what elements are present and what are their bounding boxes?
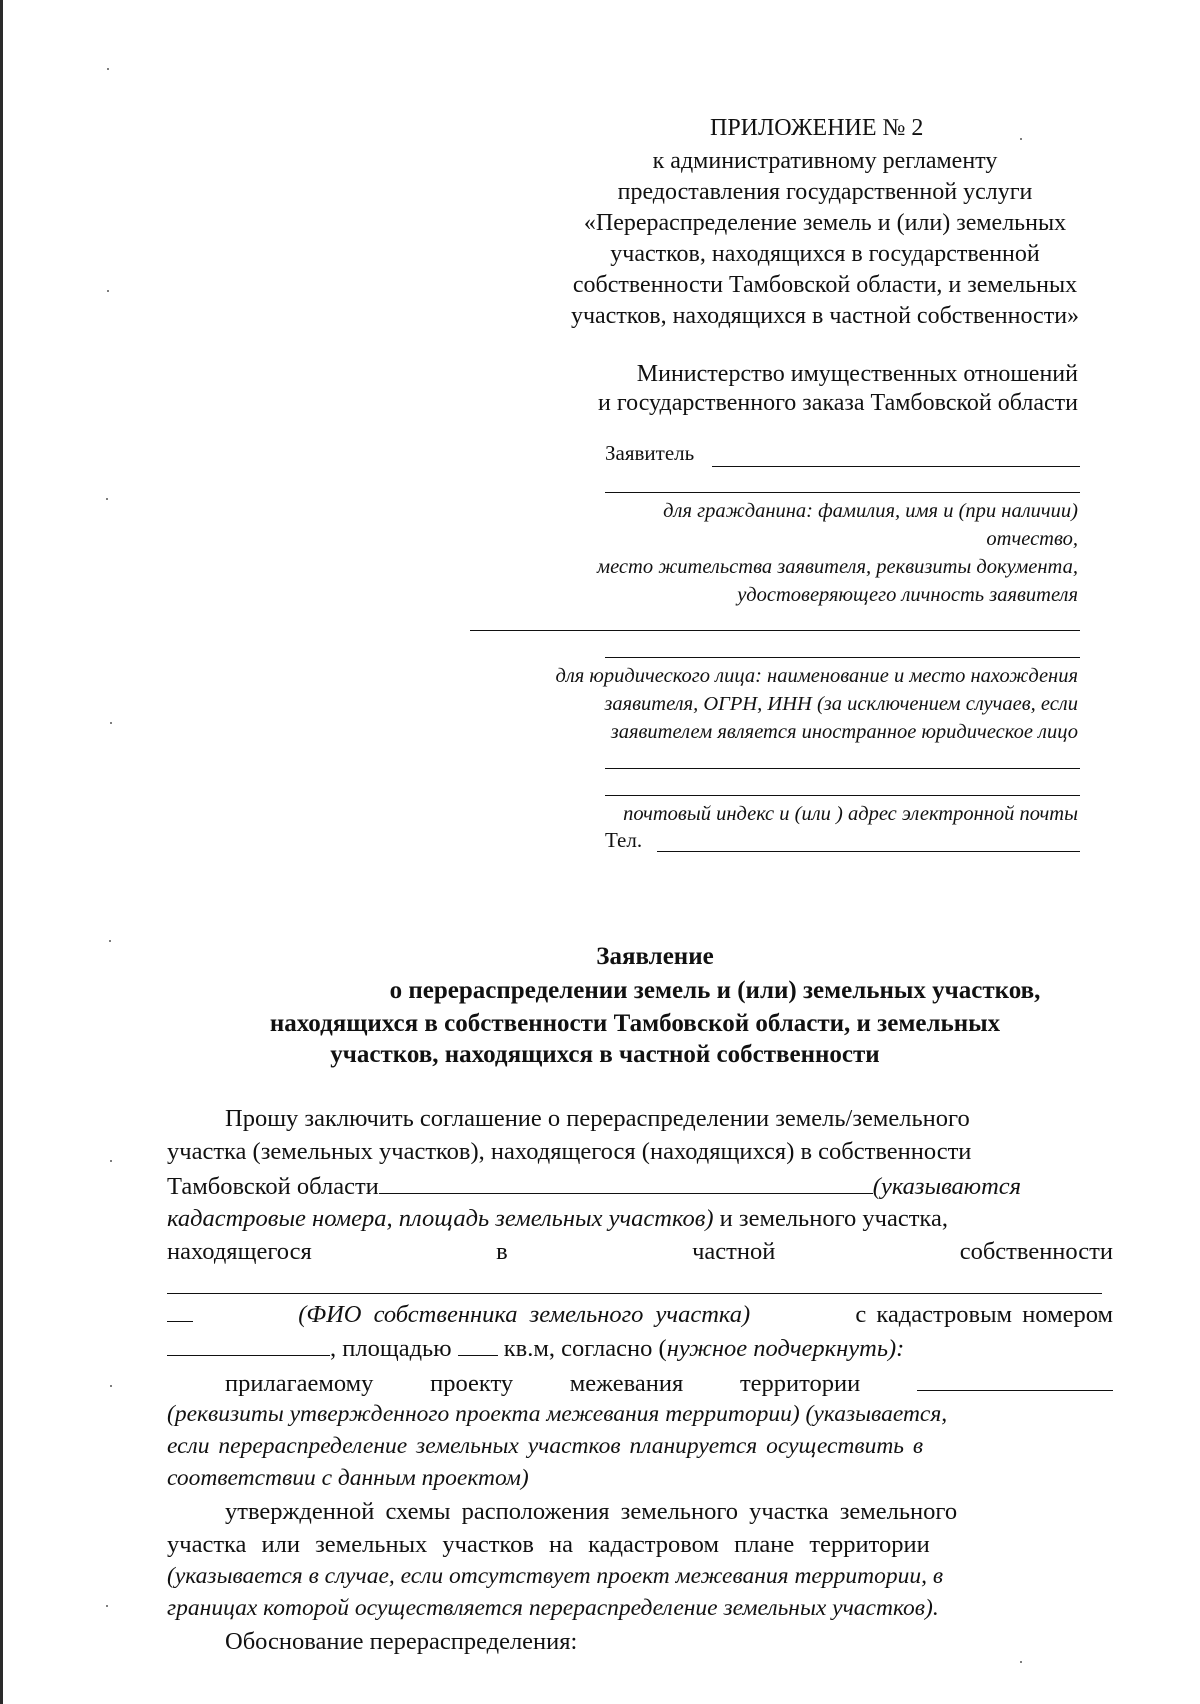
applicant-field-line[interactable] [712,466,1080,467]
contact-hint: почтовый индекс и (или ) адрес электронной почты [623,803,1078,825]
applicant-field-line-2[interactable] [605,492,1080,493]
scan-speck [106,498,108,500]
cadastral-hint-cont: кадастровые номера, площадь земельных участков) [167,1205,714,1232]
region-text: Тамбовской области [167,1173,379,1200]
legal-hint: для юридического лица: наименование и место нахождения [555,665,1078,687]
survey-hint: соответствии с данным проектом) [167,1465,529,1491]
statement-subtitle: о перераспределении земель и (или) земельных участков, [389,977,1041,1004]
private-plot-text: и земельного участка, [713,1205,948,1232]
appendix-line: собственности Тамбовской области, и земельных [572,272,1078,298]
body-line [167,1333,904,1363]
survey-project-field[interactable] [917,1368,1113,1391]
appendix-line: «Перераспределение земель и (или) земельных [583,210,1067,236]
owner-name-field-start[interactable] [167,1299,193,1322]
owner-name-field[interactable] [167,1293,1102,1294]
basis-label: Обоснование перераспределения: [225,1628,578,1655]
statement-subtitle: находящихся в собственности Тамбовской области, и земельных [269,1010,1001,1037]
statement-title: Заявление [596,943,714,970]
citizen-hint: место жительства заявителя, реквизиты документа, [597,556,1078,578]
body-line-justified [167,1238,1113,1266]
body-line: участка (земельных участков), находящегося (находящихся) в собственности [167,1138,972,1165]
body-line [167,1299,1113,1329]
body-line-region [167,1171,1113,1201]
scan-speck [110,1385,112,1387]
scheme-hint: (указывается в случае, если отсутствует проект межевания территории, в [167,1563,944,1589]
legal-field-line-2[interactable] [605,795,1080,796]
body-line: участка или земельных участков на кадастровом плане территории [167,1531,930,1558]
appendix-line: к административному регламенту [652,148,998,174]
citizen-hint: отчество, [986,528,1078,550]
body-line [167,1205,1113,1233]
scan-speck [110,722,112,724]
appendix-line: участков, находящихся в частной собственности» [570,303,1080,329]
survey-hint: если перераспределение земельных участков планируется осуществить в [167,1433,924,1459]
statement-subtitle: участков, находящихся в частной собственности [330,1041,880,1068]
body-line: Прошу заключить соглашение о перераспределении земель/земельного [225,1105,970,1132]
addressee-line: и государственного заказа Тамбовской области [598,390,1078,416]
cadastral-number-field[interactable] [167,1333,330,1356]
citizen-hint: удостоверяющего личность заявителя [737,584,1078,606]
scheme-hint: границах которой осуществляется перераспределение земельных участков). [167,1595,939,1621]
legal-field-line[interactable] [605,768,1080,769]
word: прилагаемому [225,1370,374,1397]
word: находящегося [167,1238,312,1265]
area-field[interactable] [458,1333,498,1356]
survey-hint: (реквизиты утвержденного проекта межевания территории) (указывается, [167,1401,948,1427]
citizen-field-line-2[interactable] [605,657,1080,658]
applicant-label: Заявитель [605,441,695,465]
appendix-line: предоставления государственной услуги [617,179,1033,205]
scan-speck [1020,138,1022,140]
phone-field-line[interactable] [657,851,1080,852]
word: собственности [959,1238,1113,1265]
cadastral-numbers-field[interactable] [379,1171,873,1194]
word: частной [692,1238,776,1265]
scan-speck [110,1160,112,1162]
scan-speck [1020,1661,1022,1663]
scan-speck [109,940,111,942]
word: в [496,1238,508,1265]
citizen-hint: для гражданина: фамилия, имя и (при наличии) [663,500,1078,522]
word: межевания [569,1370,684,1397]
scan-speck [107,290,109,292]
cadastral-hint: (указываются [872,1173,1022,1200]
legal-hint: заявителя, ОГРН, ИНН (за исключением случаев, если [604,693,1078,715]
word: проекту [430,1370,514,1397]
word: территории [739,1370,861,1397]
legal-hint: заявителем является иностранное юридическое лицо [610,721,1078,743]
scan-speck [106,1605,108,1607]
underline-hint-end: ): [888,1335,905,1362]
underline-hint: нужное подчеркнуть [666,1335,889,1362]
cadastral-number-text: с кадастровым номером [855,1301,1113,1328]
area-unit: кв.м, согласно ( [497,1335,667,1362]
citizen-field-line[interactable] [470,630,1080,631]
scan-speck [107,68,109,70]
appendix-line: участков, находящихся в государственной [610,241,1040,267]
addressee-line: Министерство имущественных отношений [636,361,1078,387]
appendix-title: ПРИЛОЖЕНИЕ № 2 [710,115,924,141]
option-survey-project[interactable] [225,1368,1113,1398]
scan-edge [0,0,3,1704]
option-layout-scheme[interactable]: утвержденной схемы расположения земельного участка земельного [225,1498,958,1525]
owner-hint: (ФИО собственника земельного участка) [298,1301,751,1328]
phone-label: Тел. [605,828,643,852]
area-label: , площадью [330,1335,458,1362]
